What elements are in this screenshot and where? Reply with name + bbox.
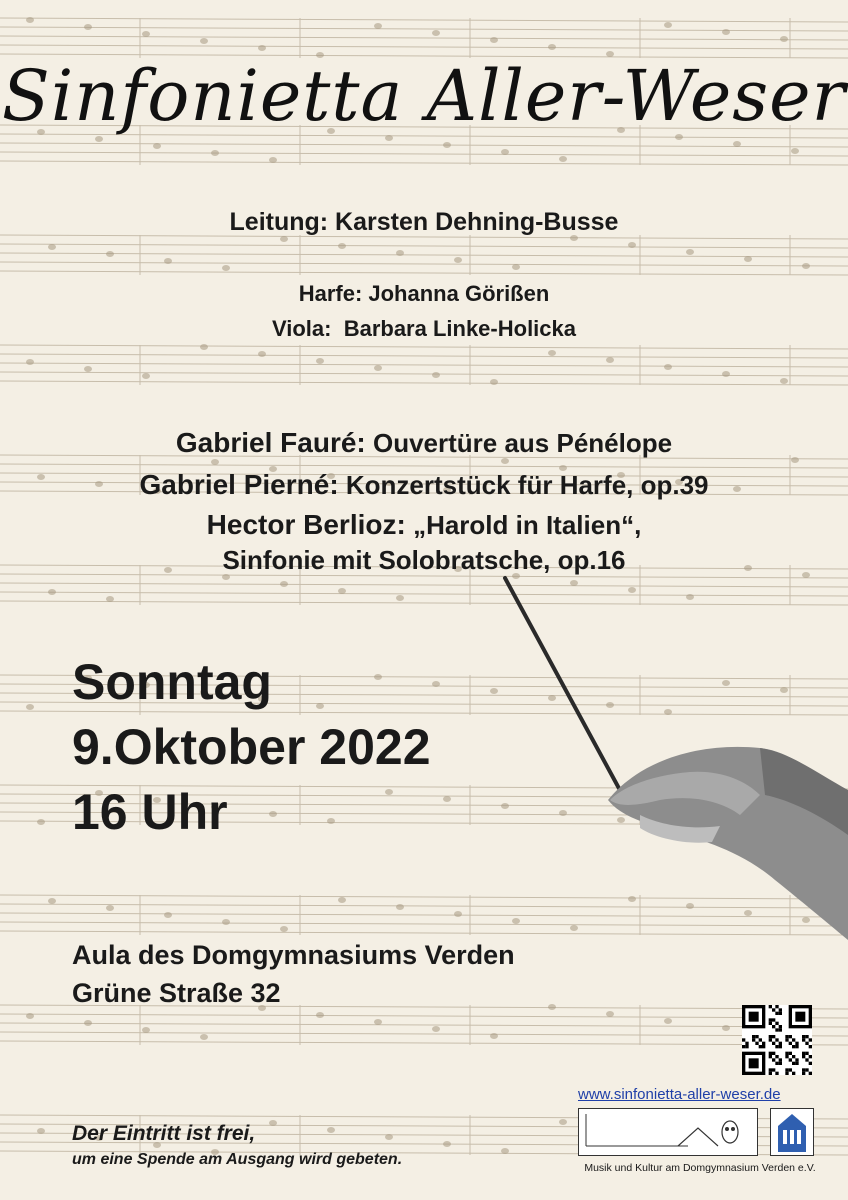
heimat-kultur-logo-icon [578, 1108, 758, 1156]
venue-address: Grüne Straße 32 [72, 978, 281, 1008]
conductor-hand-icon [505, 578, 848, 940]
qr-code-icon[interactable] [742, 1005, 812, 1075]
composer-name: Gabriel Fauré: [175, 427, 366, 458]
program-item [0, 545, 848, 576]
program-item [0, 469, 848, 501]
website-link[interactable]: www.sinfonietta-aller-weser.de [578, 1086, 781, 1103]
program-item [0, 509, 848, 541]
dom-building-logo-icon [770, 1108, 814, 1156]
venue-name: Aula des Domgymnasiums Verden [72, 940, 515, 970]
soloist-harp: Harfe: Johanna Görißen [298, 281, 550, 306]
work-title: Sinfonie mit Solobratsche, op.16 [222, 545, 626, 575]
work-title: Ouvertüre aus Pénélope [372, 428, 673, 458]
work-title: „Harold in Italien“, [413, 510, 642, 540]
event-day: Sonntag [72, 654, 272, 710]
work-title: Konzertstück für Harfe, op.39 [345, 470, 709, 500]
composer-name: Gabriel Pierné: [139, 469, 339, 500]
event-time: 16 Uhr [72, 784, 228, 840]
donation-note: um eine Spende am Ausgang wird gebeten. [72, 1151, 403, 1168]
admission-note: Der Eintritt ist frei, [72, 1122, 256, 1145]
event-date: 9.Oktober 2022 [72, 719, 431, 775]
composer-name: Hector Berlioz: [206, 509, 406, 540]
program-item [0, 427, 848, 459]
sponsor-caption: Musik und Kultur am Domgymnasium Verden e.V. [584, 1162, 816, 1174]
soloist-viola: Viola: Barbara Linke-Holicka [271, 316, 577, 341]
poster-title: Sinfonietta Aller-Weser [1, 55, 847, 137]
conductor-line: Leitung: Karsten Dehning-Busse [229, 208, 619, 236]
